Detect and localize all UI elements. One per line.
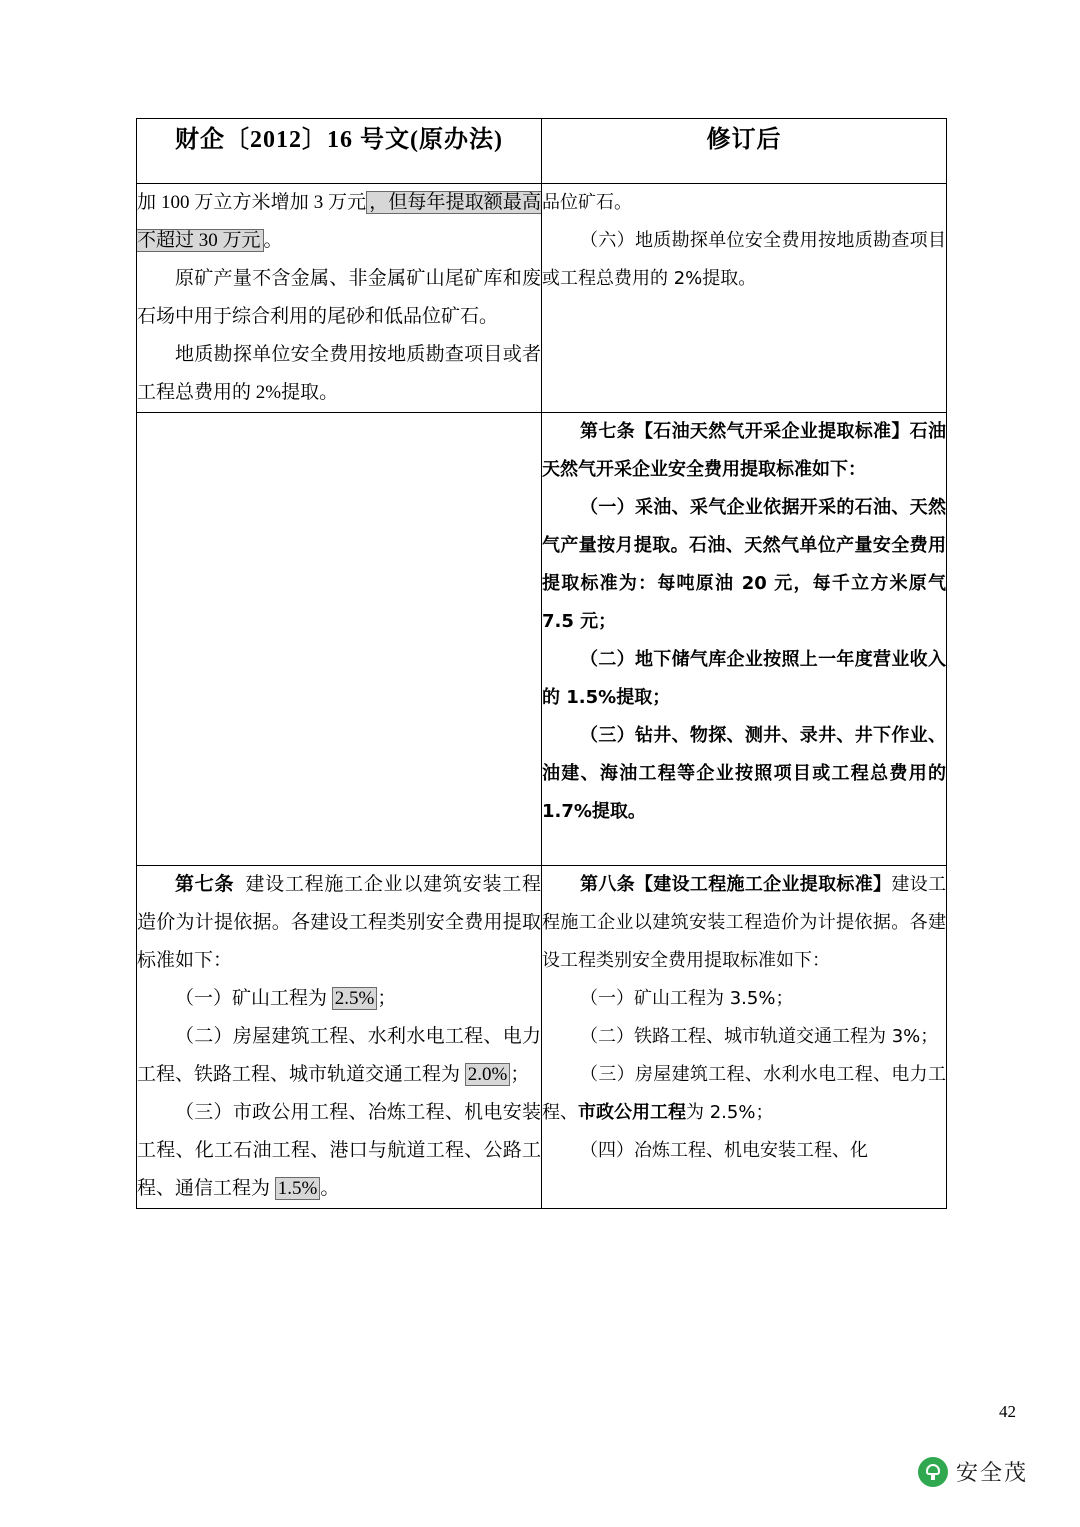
shield-check-icon — [918, 1457, 948, 1487]
cell-revised-2 — [542, 413, 947, 866]
paragraph: （三）市政公用工程、冶炼工程、机电安装工程、化工石油工程、港口与航道工程、公路工程、通信工程为 1.5% 。 — [137, 1102, 541, 1199]
paragraph: 地质勘探单位安全费用按地质勘查项目或者工程总费用的 2%提取。 — [137, 344, 541, 403]
paragraph: （二）铁路工程、城市轨道交通工程为 3%； — [580, 1026, 939, 1047]
cell-original-3 — [137, 866, 542, 1209]
paragraph: 加 100 万立方米增加 3 万元 ，但每年提取额最高不超过 30 万元 。 — [137, 192, 541, 251]
highlight-run: 2.0% — [465, 1063, 511, 1086]
cell-revised-3 — [542, 866, 947, 1209]
paragraph: （一）采油、采气企业依据开采的石油、天然气产量按月提取。石油、天然气单位产量安全费用提取标准为：每吨原油 20 元，每千立方米原气 7.5 元； — [542, 497, 946, 632]
highlight-run: ，但每年提取额最高不超过 30 万元 — [137, 192, 541, 251]
cell-revised-1 — [542, 184, 947, 413]
paragraph: （六）地质勘探单位安全费用按地质勘查项目或工程总费用的 2%提取。 — [542, 230, 946, 289]
highlight-run: 2.5% — [332, 987, 378, 1010]
paragraph: 品位矿石。 — [542, 192, 632, 213]
table-row — [137, 184, 947, 413]
paragraph: 第八条【建设工程施工企业提取标准】建设工程施工企业以建筑安装工程造价为计提依据。各建设工程类别安全费用提取标准如下： — [542, 874, 947, 971]
page-number: 42 — [999, 1402, 1016, 1421]
watermark-label: 安全茂 — [955, 1461, 1028, 1486]
column-header-original: 财企〔2012〕16 号文(原办法) — [137, 119, 542, 184]
highlight-run: 1.5% — [275, 1177, 321, 1200]
paragraph: （三）房屋建筑工程、水利水电工程、电力工程、市政公用工程为 2.5%； — [542, 1064, 946, 1123]
emphasis-run: 市政公用工程 — [578, 1102, 686, 1123]
paragraph: （三）钻井、物探、测井、录井、井下作业、油建、海油工程等企业按照项目或工程总费用的 1.7%提取。 — [542, 725, 946, 822]
paragraph: 原矿产量不含金属、非金属矿山尾矿库和废石场中用于综合利用的尾砂和低品位矿石。 — [137, 268, 541, 327]
paragraph: （二）地下储气库企业按照上一年度营业收入的 1.5%提取； — [542, 649, 946, 708]
article-label: 第七条 — [175, 874, 235, 895]
column-header-revised: 修订后 — [542, 119, 947, 184]
paragraph: （四）冶炼工程、机电安装工程、化 — [580, 1140, 868, 1161]
paragraph: 第七条 建设工程施工企业以建筑安装工程造价为计提依据。各建设工程类别安全费用提取标准如下： — [137, 874, 541, 971]
cell-original-2-empty — [137, 413, 542, 866]
paragraph: 第七条【石油天然气开采企业提取标准】石油天然气开采企业安全费用提取标准如下： — [542, 421, 946, 480]
table-row — [137, 413, 947, 866]
table-row — [137, 866, 947, 1209]
paragraph: （二）房屋建筑工程、水利水电工程、电力工程、铁路工程、城市轨道交通工程为 2.0% ； — [137, 1026, 541, 1085]
cell-original-1 — [137, 184, 542, 413]
watermark — [918, 1456, 1028, 1487]
article-label: 第八条【建设工程施工企业提取标准】 — [580, 874, 892, 895]
paragraph: （一）矿山工程为 3.5%； — [580, 988, 794, 1009]
paragraph: （一）矿山工程为 2.5% ； — [175, 988, 397, 1009]
table-header-row — [137, 119, 947, 184]
comparison-table — [136, 118, 947, 1209]
